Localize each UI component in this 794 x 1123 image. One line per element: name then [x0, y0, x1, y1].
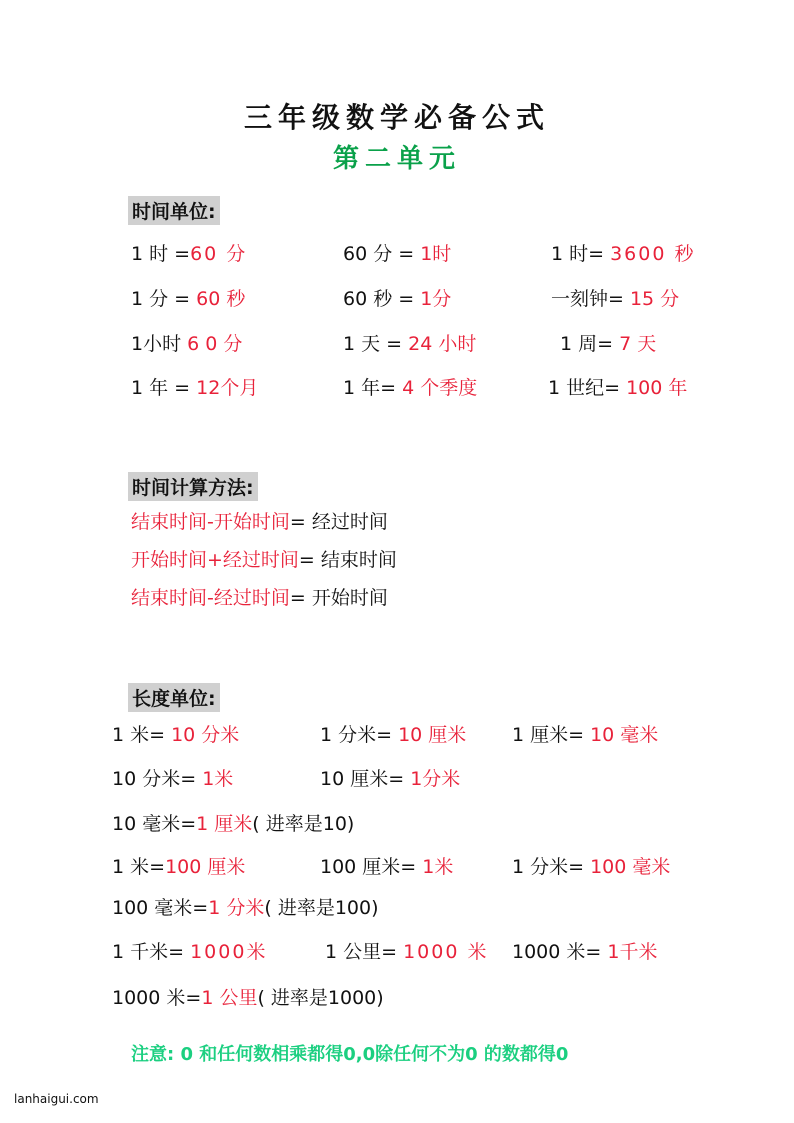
time-unit-entry: 1 周= 7 天 — [560, 333, 657, 355]
length-unit-entry: 1 公里= 1000 米 — [325, 941, 489, 963]
time-calc-formula: 开始时间+经过时间= 结束时间 — [131, 549, 397, 571]
length-unit-entry: 1 分米= 100 毫米 — [512, 856, 671, 878]
time-unit-entry: 1 年= 4 个季度 — [343, 377, 478, 399]
length-unit-entry: 100 厘米= 1米 — [320, 856, 454, 878]
length-unit-entry: 1 千米= 1000米 — [112, 941, 268, 963]
section-heading-time-calc: 时间计算方法: — [128, 472, 258, 501]
page-subtitle: 第二单元 — [332, 144, 461, 174]
length-unit-entry: 1 米= 10 分米 — [112, 724, 240, 746]
time-unit-entry: 60 分 = 1时 — [343, 243, 452, 265]
time-unit-entry: 1 年 = 12个月 — [131, 377, 259, 399]
time-unit-entry: 1 世纪= 100 年 — [548, 377, 688, 399]
time-unit-entry: 一刻钟= 15 分 — [551, 288, 680, 310]
length-unit-entry: 1 厘米= 10 毫米 — [512, 724, 659, 746]
time-unit-entry: 60 秒 = 1分 — [343, 288, 452, 310]
time-unit-entry: 1 时 =60 分 — [131, 243, 248, 265]
time-unit-entry: 1小时 6 0 分 — [131, 333, 243, 355]
time-calc-formula: 结束时间-经过时间= 开始时间 — [131, 587, 388, 609]
footer-watermark: lanhaigui.com — [14, 1092, 99, 1106]
time-unit-entry: 1 分 = 60 秒 — [131, 288, 246, 310]
page-title: 三年级数学必备公式 — [243, 101, 550, 134]
time-unit-entry: 1 天 = 24 小时 — [343, 333, 477, 355]
length-unit-rate-entry: 10 毫米=1 厘米( 进率是10) — [112, 813, 355, 835]
length-unit-entry: 1 分米= 10 厘米 — [320, 724, 467, 746]
length-unit-entry: 1000 米= 1千米 — [512, 941, 658, 963]
length-unit-entry: 1 米=100 厘米 — [112, 856, 246, 878]
length-unit-entry: 10 厘米= 1分米 — [320, 768, 461, 790]
note-text: 注意: 0 和任何数相乘都得0,0除任何不为0 的数都得0 — [131, 1044, 569, 1065]
time-unit-entry: 1 时= 3600 秒 — [551, 243, 696, 265]
length-unit-rate-entry: 100 毫米=1 分米( 进率是100) — [112, 897, 379, 919]
time-calc-formula: 结束时间-开始时间= 经过时间 — [131, 511, 388, 533]
section-heading-length-units: 长度单位: — [128, 683, 220, 712]
length-unit-entry: 10 分米= 1米 — [112, 768, 234, 790]
length-unit-rate-entry: 1000 米=1 公里( 进率是1000) — [112, 987, 384, 1009]
section-heading-time-units: 时间单位: — [128, 196, 220, 225]
